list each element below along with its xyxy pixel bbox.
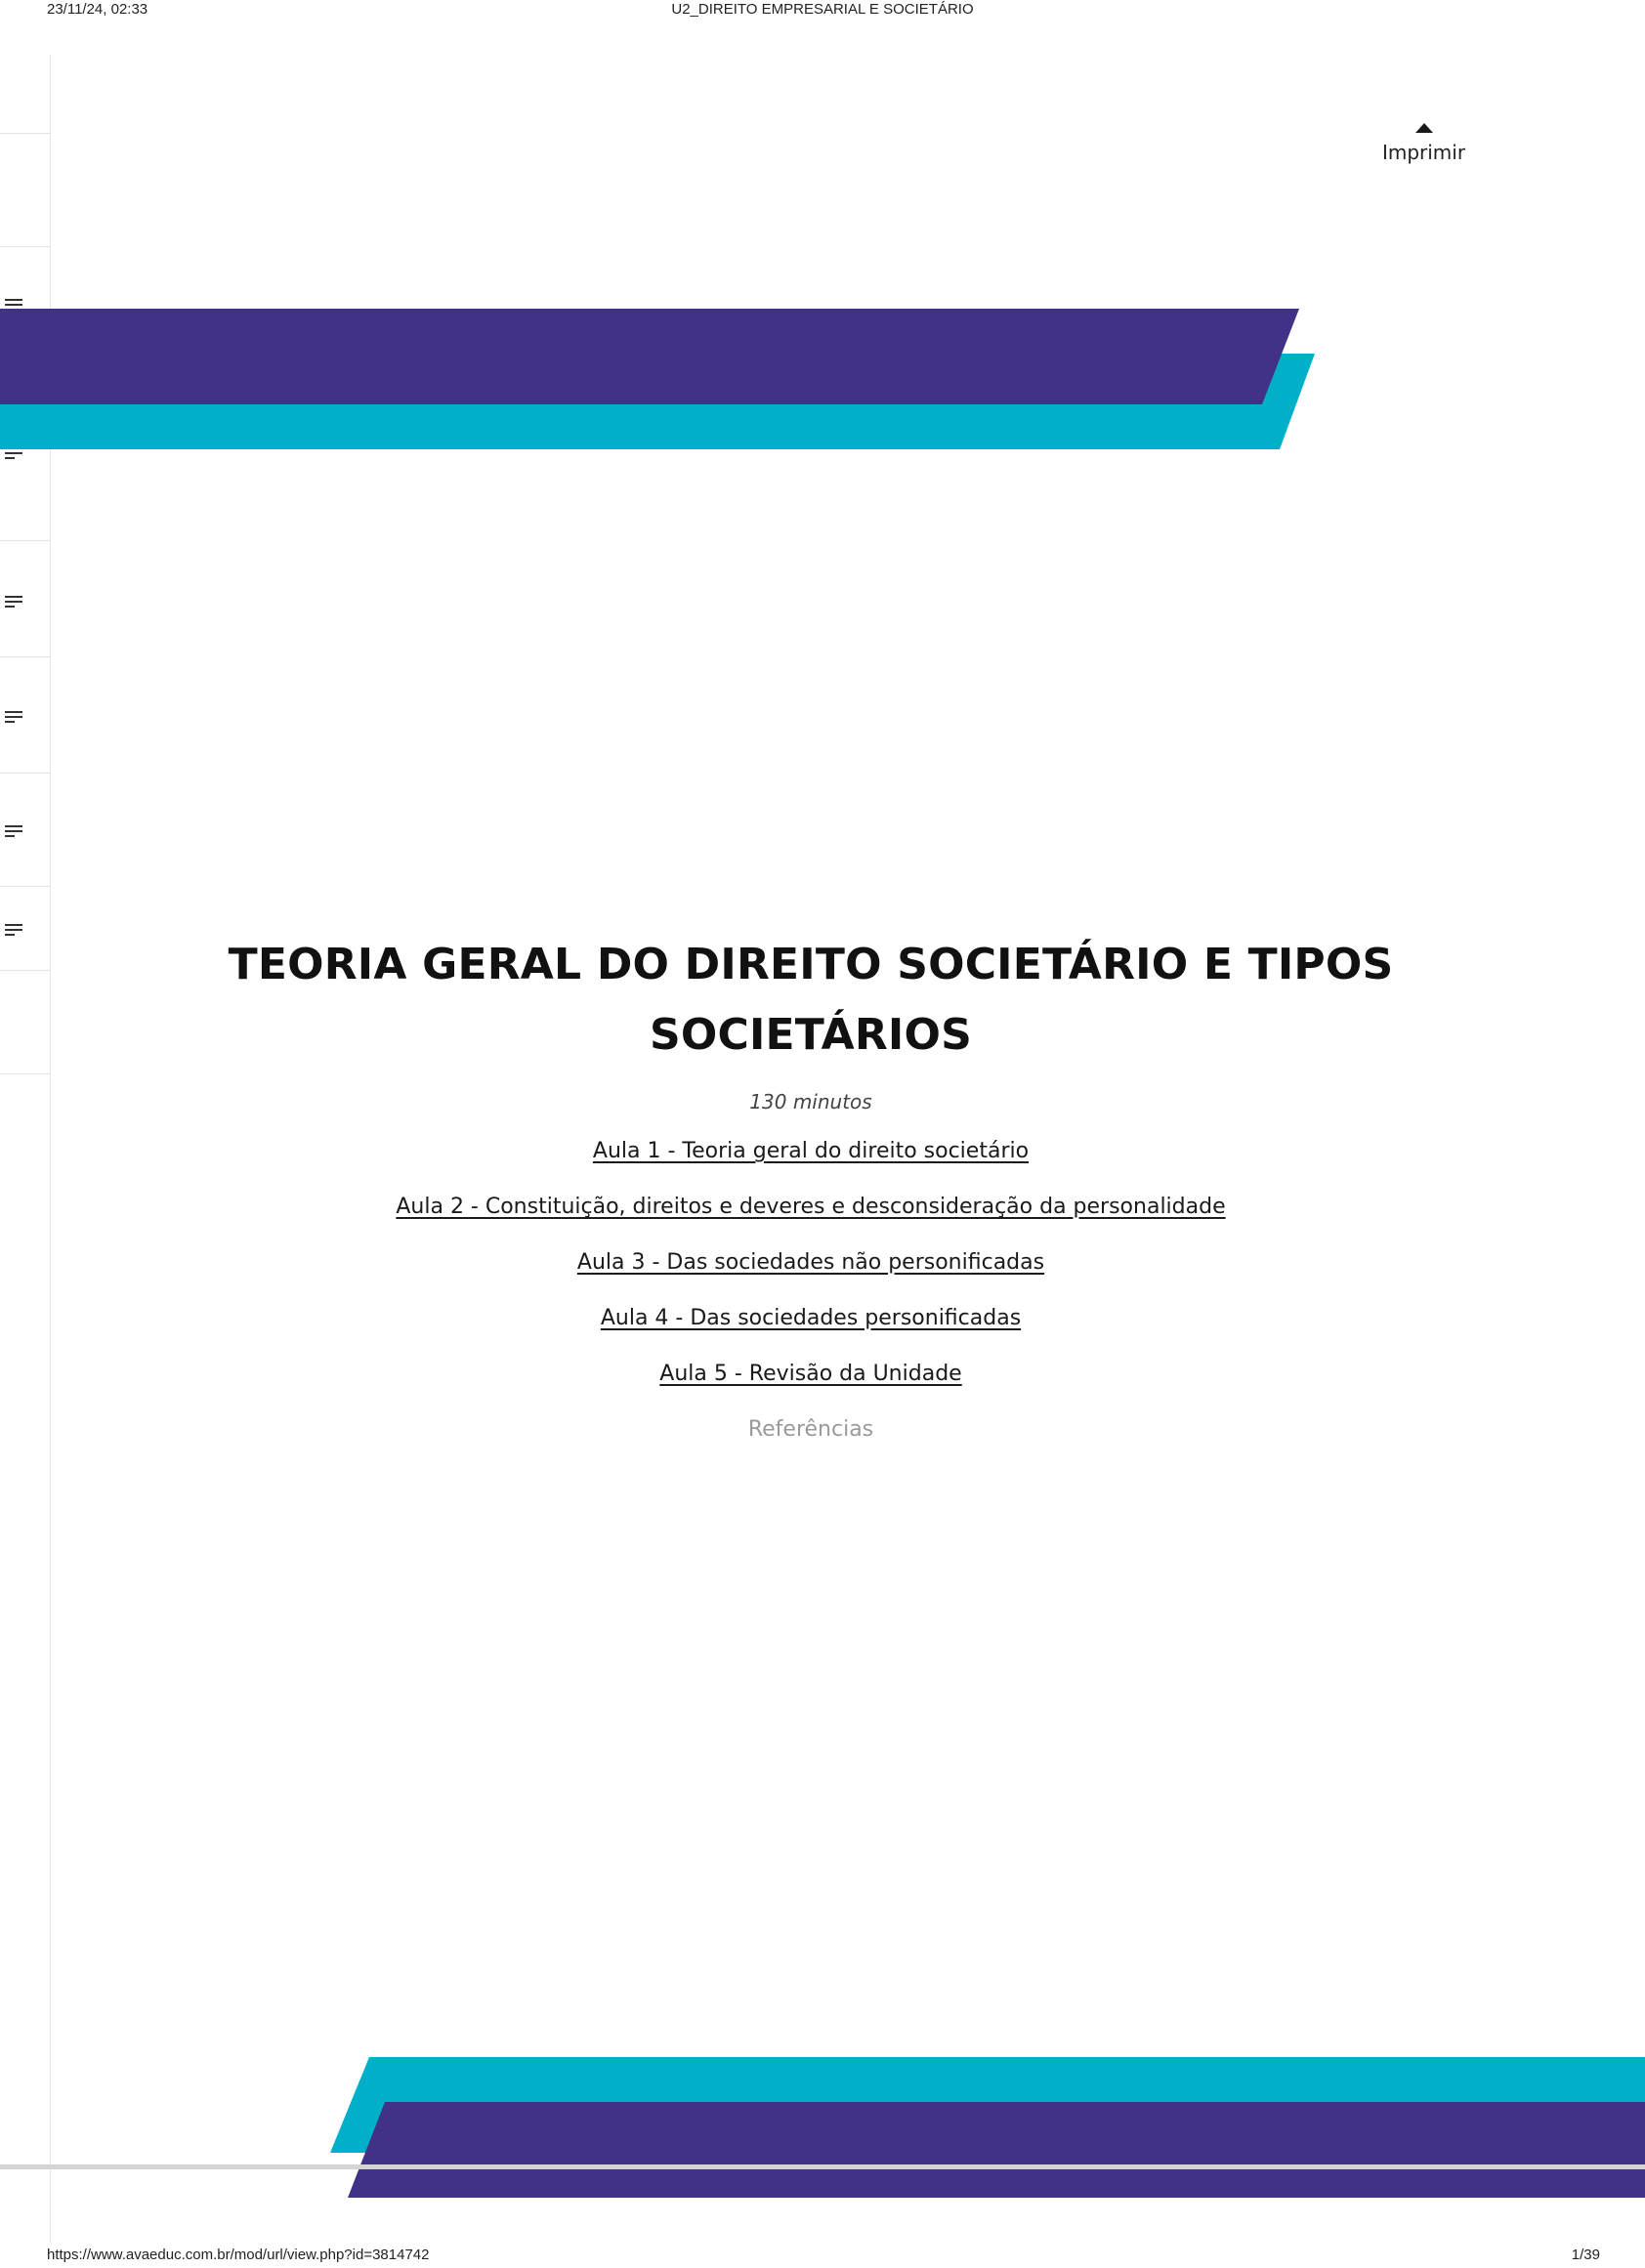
sidebar-item-5[interactable]	[0, 802, 50, 861]
print-doc-title: U2_DIREITO EMPRESARIAL E SOCIETÁRIO	[671, 1, 974, 18]
sidebar-item-4[interactable]	[0, 688, 50, 746]
top-banner	[0, 309, 1329, 451]
sidebar-divider	[0, 540, 50, 541]
horizontal-scrollbar[interactable]	[0, 2164, 1645, 2169]
lesson-link-3[interactable]: Aula 3 - Das sociedades não personificadas	[576, 1250, 1045, 1275]
page-title: TEORIA GERAL DO DIREITO SOCIETÁRIO E TIPOS SOCIETÁRIOS	[228, 940, 1394, 1060]
sidebar-divider	[0, 133, 50, 134]
print-datetime: 23/11/24, 02:33	[47, 1, 148, 18]
sidebar-divider	[0, 656, 50, 657]
print-url: https://www.avaeduc.com.br/mod/url/view.php?id=3814742	[47, 2247, 430, 2263]
menu-lines-icon	[5, 825, 22, 837]
caret-up-icon	[1415, 123, 1433, 133]
sidebar-item-3[interactable]	[0, 572, 50, 631]
sidebar-divider	[0, 246, 50, 247]
lesson-link-1[interactable]: Aula 1 - Teoria geral do direito societário	[592, 1139, 1030, 1163]
sidebar-item-6[interactable]	[0, 901, 50, 959]
unit-overview	[215, 930, 1407, 1447]
print-page-number: 1/39	[1571, 2247, 1600, 2263]
sidebar-divider	[0, 886, 50, 887]
sidebar-divider	[0, 1073, 50, 1074]
print-button[interactable]	[1363, 119, 1485, 164]
lesson-link-4[interactable]: Aula 4 - Das sociedades personificadas	[600, 1306, 1022, 1330]
bottom-banner	[328, 2057, 1645, 2200]
print-button-label: Imprimir	[1381, 141, 1466, 164]
menu-lines-icon	[5, 711, 22, 723]
bottom-banner-purple-stripe	[348, 2102, 1645, 2198]
sidebar-divider	[0, 970, 50, 971]
lesson-link-5[interactable]: Aula 5 - Revisão da Unidade	[659, 1362, 962, 1386]
references-link[interactable]: Referências	[747, 1417, 874, 1442]
duration-text: 130 minutos	[749, 1090, 872, 1113]
menu-lines-icon	[5, 596, 22, 608]
sidebar-divider	[0, 773, 50, 774]
lesson-link-2[interactable]: Aula 2 - Constituição, direitos e deveres e desconsideração da personalidade	[396, 1195, 1226, 1219]
top-banner-purple-stripe	[0, 309, 1299, 404]
menu-lines-icon	[5, 924, 22, 936]
